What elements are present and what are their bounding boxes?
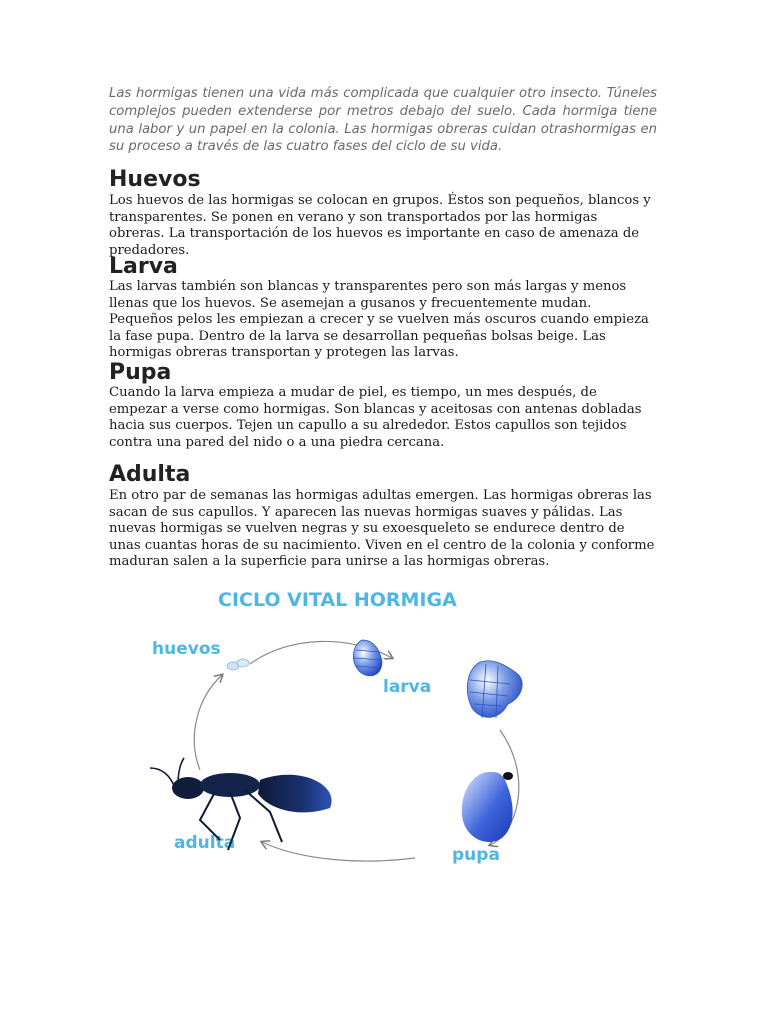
small-larva-icon xyxy=(353,640,382,676)
paragraph-adulta: En otro par de semanas las hormigas adultas emergen. Las hormigas obreras las sacan de sus capullos. Y aparecen las nuevas hormigas suaves y pálidas. Las nuevas hormigas se vuelven negras y su exoesqueleto se endurece dentro de unas cuantas horas de su nacimiento. Viven en el centro de la colonia y conforme maduran salen a la superficie para unirse a las hormigas obreras. xyxy=(109,488,655,570)
life-cycle-diagram xyxy=(130,580,550,875)
pupa-icon xyxy=(462,772,513,842)
heading-adulta: Adulta xyxy=(109,462,191,487)
label-huevos: huevos xyxy=(152,639,221,659)
paragraph-larva: Las larvas también son blancas y transparentes pero son más largas y menos llenas que los huevos. Se asemejan a gusanos y frecuentemente mudan. Pequeños pelos les empiezan a crecer y se vuelven más oscuros cuando empieza la fase pupa. Dentro de la larva se desarrollan pequeñas bolsas beige. Las hormigas obreras transportan y protegen las larvas. xyxy=(109,279,649,361)
heading-larva: Larva xyxy=(109,254,178,279)
arrow-pupa-to-adulta xyxy=(262,842,415,861)
large-larva-icon xyxy=(467,661,522,718)
eggs-icon xyxy=(227,659,249,670)
paragraph-huevos: Los huevos de las hormigas se colocan en grupos. Éstos son pequeños, blancos y transparentes. Se ponen en verano y son transportados por las hormigas obreras. La transportación de los huevos es importante en caso de amenaza de predadores. xyxy=(109,193,651,258)
label-adulta: adulta xyxy=(174,833,236,853)
diagram-title: CICLO VITAL HORMIGA xyxy=(218,589,457,611)
intro-paragraph: Las hormigas tienen una vida más complicada que cualquier otro insecto. Túneles complejos pueden extenderse por metros debajo del suelo. Cada hormiga tiene una labor y un papel en la colonia. Las hormigas obreras cuidan otrashormigas en su proceso a través de las cuatro fases del ciclo de su vida. xyxy=(109,86,657,155)
paragraph-pupa: Cuando la larva empieza a mudar de piel, es tiempo, un mes después, de empezar a verse como hormigas. Son blancas y aceitosas con antenas dobladas hacia sus cuerpos. Tejen un capullo a su alrededor. Estos capullos son tejidos contra una pared del nido o a una piedra cercana. xyxy=(109,385,642,450)
label-larva: larva xyxy=(383,677,432,697)
arrow-adulta-to-huevos xyxy=(194,675,222,770)
heading-pupa: Pupa xyxy=(109,360,172,385)
heading-huevos: Huevos xyxy=(109,167,201,192)
label-pupa: pupa xyxy=(452,845,500,865)
